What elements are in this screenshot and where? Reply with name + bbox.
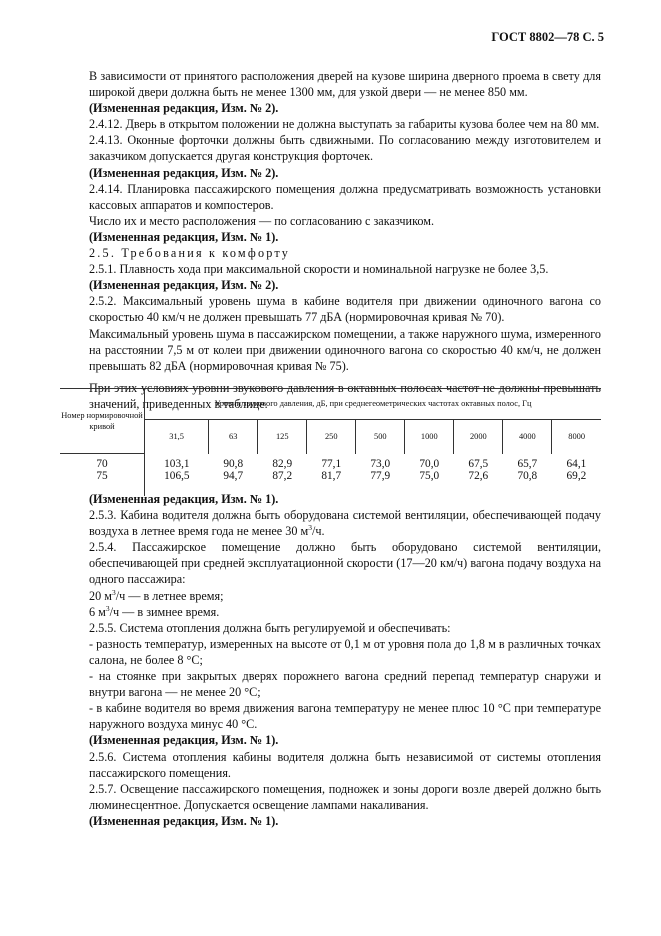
value-cell [209, 454, 258, 497]
frequency-cell: 8000 [552, 419, 601, 453]
value: 73,0 [370, 457, 391, 470]
value: 103,1 [164, 457, 190, 470]
table-row-header: Номер нормировочной кривой [60, 389, 145, 454]
value-cell [503, 454, 552, 497]
superscript: 3 [111, 587, 116, 597]
paragraph-2-4-12: 2.4.12. Дверь в открытом положении не должна выступать за габариты кузова более чем на 80 мм. [89, 117, 600, 132]
amendment-note: (Измененная редакция, Изм. № 1). [89, 229, 279, 244]
paragraph-2-5-1: 2.5.1. Плавность хода при максимальной скорости и номинальной нагрузке не более 3,5. [89, 262, 549, 277]
value: 87,2 [272, 469, 293, 482]
paragraph-2-5-7: 2.5.7. Освещение пассажирского помещения, подножек и зоны дороги возле дверей должно быть люминесцентное. Допускается освещение лампами накаливания. [89, 781, 601, 812]
table-body-row [60, 454, 601, 497]
frequency-cell: 500 [356, 419, 405, 453]
value-cell [454, 454, 503, 497]
paragraph-2-5-4: 2.5.4. Пассажирское помещение должно быть оборудовано системой вентиляции, обеспечивающей при средней эксплуатационной скорости (17—20 км/ч) вагона подачу воздуха на одного пассажира: [89, 540, 601, 587]
paragraph-number-placement: Число их и место расположения — по согласованию с заказчиком. [89, 213, 434, 228]
frequency-cell: 250 [307, 419, 356, 453]
paragraph-2-4-14: 2.4.14. Планировка пассажирского помещения должна предусматривать возможность установки кассовых аппаратов и компостеров. [89, 181, 601, 212]
section-2-5-title: 2.5. Требования к комфорту [89, 246, 291, 261]
text: 6 м [89, 604, 106, 619]
value: 77,1 [321, 457, 342, 470]
value-cell [552, 454, 601, 497]
value: 81,7 [321, 469, 342, 482]
paragraph-summer-air [89, 588, 601, 604]
superscript: 3 [105, 603, 110, 613]
value: 77,9 [370, 469, 391, 482]
paragraph-2-5-2: 2.5.2. Максимальный уровень шума в кабине водителя при движении одиночного вагона со скоростью 40 км/ч не должен превышать 77 дБА (нормировочная кривая № 70). [89, 294, 601, 325]
text: /ч — в зимнее время. [109, 604, 220, 619]
amendment-note: (Измененная редакция, Изм. № 1). [89, 492, 279, 506]
value: 70,0 [419, 457, 440, 470]
curve-number-cell [60, 454, 145, 497]
amendment-note: (Измененная редакция, Изм. № 2). [89, 278, 279, 293]
value: 94,7 [223, 469, 244, 482]
value: 72,6 [468, 469, 489, 482]
text: /ч. [311, 524, 325, 539]
value-cell [356, 454, 405, 497]
page-header: ГОСТ 8802—78 С. 5 [491, 30, 604, 44]
table-column-group-header: Уровни звукового давления, дБ, при среднегеометрических частотах октавных полос, Гц [145, 389, 602, 420]
value: 106,5 [164, 469, 190, 482]
text: /ч — в летнее время; [115, 588, 224, 603]
paragraph-temp-difference: - разность температур, измеренных на высоте от 0,1 м от уровня пола до 1,8 м в различных точках салона, не более 8 °С; [89, 636, 601, 667]
value: 65,7 [517, 457, 538, 470]
value: 90,8 [223, 457, 244, 470]
paragraph-door-width: В зависимости от принятого расположения дверей на кузове ширина дверного проема в свету для широкой двери должна быть не менее 1300 мм, для узкой двери — не менее 850 мм. [89, 69, 601, 100]
paragraph-table-intro: При этих условиях уровни звукового давления в октавных полосах частот не должны превышать значений, приведенных в таблице. [89, 380, 601, 411]
lower-text [89, 491, 601, 829]
frequency-cell: 2000 [454, 419, 503, 453]
frequency-cell: 31,5 [145, 419, 209, 453]
paragraph-stop-temp: - на стоянке при закрытых дверях порожнего вагона средний перепад температур снаружи и внутри вагона — не менее 20 °С; [89, 669, 601, 700]
noise-level-table [60, 388, 601, 496]
curve-number: 75 [96, 470, 108, 482]
frequency-cell: 1000 [405, 419, 454, 453]
value-cell [258, 454, 307, 497]
amendment-note: (Измененная редакция, Изм. № 1). [89, 733, 279, 748]
value-cell [145, 454, 209, 497]
paragraph-2-5-6: 2.5.6. Система отопления кабины водителя должна быть независимой от системы отопления пассажирского помещения. [89, 749, 601, 780]
value: 70,8 [517, 469, 538, 482]
upper-text [89, 68, 601, 412]
frequency-cell: 125 [258, 419, 307, 453]
paragraph-2-5-3 [89, 507, 601, 539]
paragraph-2-5-5: 2.5.5. Система отопления должна быть регулируемой и обеспечивать: [89, 620, 451, 635]
paragraph-2-4-13: 2.4.13. Оконные форточки должны быть сдвижными. По согласованию между изготовителем и заказчиком допускается другая конструкция форточек. [89, 133, 601, 164]
value: 75,0 [419, 469, 440, 482]
amendment-note: (Измененная редакция, Изм. № 2). [89, 165, 279, 180]
superscript: 3 [308, 523, 312, 533]
value-cell [307, 454, 356, 497]
value: 82,9 [272, 457, 293, 470]
text: 2.5.3. Кабина водителя должна быть оборудована системой вентиляции, обеспечивающей подачу воздуха в летнее время года не менее 30 м [89, 508, 601, 539]
text: 20 м [89, 588, 112, 603]
frequency-cell: 63 [209, 419, 258, 453]
value-cell [405, 454, 454, 497]
paragraph-cabin-temp: - в кабине водителя во время движения вагона температуру не менее плюс 10 °С при температуре наружного воздуха минус 40 °С. [89, 701, 601, 732]
amendment-note: (Измененная редакция, Изм. № 1). [89, 813, 279, 828]
value: 64,1 [566, 457, 587, 470]
paragraph-passenger-noise: Максимальный уровень шума в пассажирском помещении, а также наружного шума, измеренного на расстоянии 7,5 м от колеи при движении одиночного вагона со скоростью 40 км/ч, не должен превышать 82 дБА (нормировочная кривая № 75). [89, 326, 601, 373]
amendment-note: (Измененная редакция, Изм. № 2). [89, 101, 279, 116]
curve-number: 70 [96, 458, 108, 470]
frequency-cell: 4000 [503, 419, 552, 453]
value: 67,5 [468, 457, 489, 470]
paragraph-winter-air [89, 604, 601, 620]
value: 69,2 [566, 469, 587, 482]
